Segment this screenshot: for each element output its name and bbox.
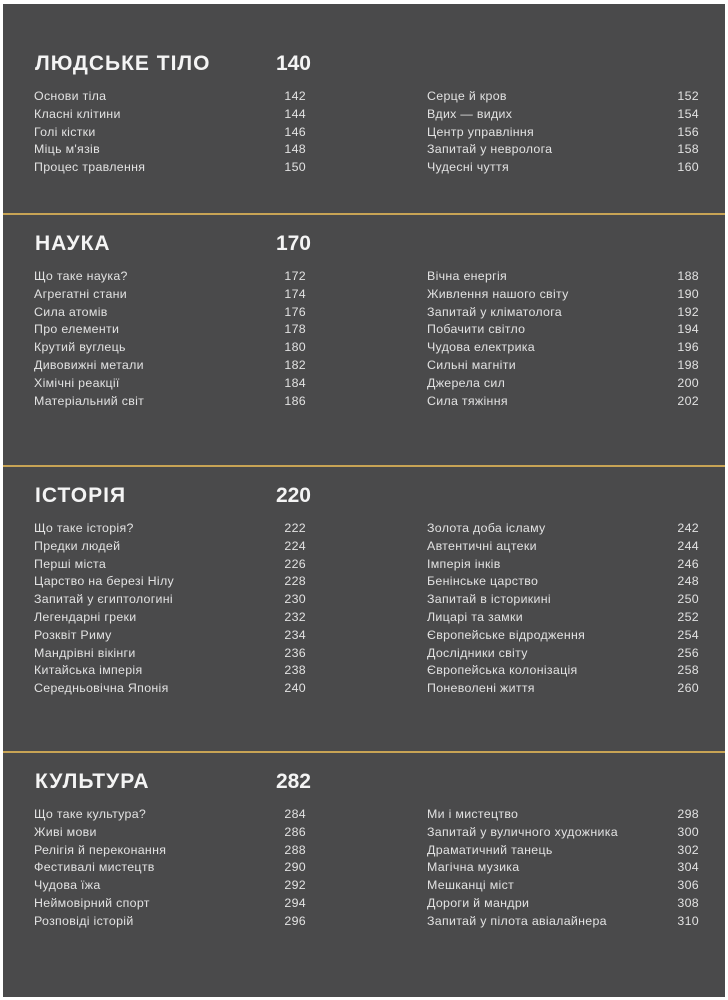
toc-entry[interactable] <box>427 357 699 375</box>
entry-title: Що таке історія? <box>34 521 134 535</box>
entry-title: Класні клітини <box>34 106 121 121</box>
toc-entry[interactable] <box>427 141 699 159</box>
entry-page: 148 <box>284 142 306 157</box>
entry-page: 288 <box>284 842 306 857</box>
toc-entry[interactable] <box>34 573 306 591</box>
entry-page: 184 <box>284 375 306 390</box>
entry-title: Побачити світло <box>427 322 526 337</box>
toc-entry[interactable] <box>427 895 699 913</box>
section-title: НАУКА <box>35 232 111 255</box>
section-title: КУЛЬТУРА <box>35 770 150 793</box>
entry-page: 290 <box>284 860 306 875</box>
toc-entry[interactable] <box>34 877 306 895</box>
toc-entry[interactable] <box>427 106 699 124</box>
entry-page: 174 <box>284 286 306 301</box>
entry-page: 144 <box>284 106 306 121</box>
toc-entry[interactable] <box>34 859 306 877</box>
entry-page: 302 <box>677 842 699 857</box>
entry-title: Запитай у невролога <box>427 142 553 157</box>
entries-right-column <box>427 806 699 931</box>
entry-page: 190 <box>677 286 699 301</box>
section-heading <box>35 232 325 262</box>
entry-title: Середньовічна Японія <box>34 681 169 696</box>
section-title: ЛЮДСЬКЕ ТІЛО <box>35 52 211 75</box>
entry-page: 236 <box>284 645 306 660</box>
entry-page: 226 <box>284 556 306 571</box>
entry-title: Лицарі та замки <box>427 609 523 624</box>
entry-title: Імперія інків <box>427 556 501 571</box>
gold-divider <box>3 213 725 215</box>
entry-page: 284 <box>284 807 306 821</box>
entry-title: Дослідники світу <box>427 645 528 660</box>
toc-entry[interactable] <box>34 357 306 375</box>
toc-entry[interactable] <box>34 304 306 322</box>
section-title: ІСТОРІЯ <box>35 484 127 507</box>
entry-page: 232 <box>284 609 306 624</box>
entry-page: 198 <box>677 357 699 372</box>
entry-page: 306 <box>677 878 699 893</box>
entry-page: 298 <box>677 807 699 821</box>
toc-entry[interactable] <box>34 339 306 357</box>
entry-page: 150 <box>284 160 306 175</box>
entries-left-column <box>34 268 306 410</box>
entry-page: 310 <box>677 913 699 928</box>
entry-title: Запитай у єгиптологині <box>34 592 173 607</box>
entry-title: Релігія й переконання <box>34 842 167 857</box>
entry-title: Про елементи <box>34 322 120 337</box>
entry-title: Запитай у пілота авіалайнера <box>427 913 607 928</box>
entry-page: 176 <box>284 304 306 319</box>
entry-title: Запитай в історикині <box>427 592 551 607</box>
section-heading <box>35 484 325 514</box>
entry-page: 234 <box>284 627 306 642</box>
entry-title: Агрегатні стани <box>34 286 128 301</box>
toc-entry[interactable] <box>34 124 306 142</box>
entry-page: 244 <box>677 538 699 553</box>
toc-entry[interactable] <box>427 286 699 304</box>
entry-title: Перші міста <box>34 556 107 571</box>
toc-entry[interactable] <box>427 824 699 842</box>
entry-page: 152 <box>677 89 699 103</box>
entries-left-column <box>34 806 306 931</box>
entry-page: 246 <box>677 556 699 571</box>
gold-divider <box>3 465 725 467</box>
toc-entry[interactable] <box>427 591 699 609</box>
toc-entry[interactable] <box>34 141 306 159</box>
entries-right-column <box>427 520 699 698</box>
entry-title: Міць м'язів <box>34 142 100 157</box>
toc-entry[interactable] <box>427 304 699 322</box>
entries-left-column <box>34 88 306 177</box>
entry-page: 242 <box>677 521 699 535</box>
toc-entry[interactable] <box>34 106 306 124</box>
entry-title: Джерела сил <box>427 375 506 390</box>
entry-title: Царство на березі Нілу <box>34 574 175 589</box>
toc-entry[interactable] <box>34 393 306 411</box>
entries-right-column <box>427 88 699 177</box>
entry-page: 142 <box>284 89 306 103</box>
entry-title: Чудесні чуття <box>427 160 510 175</box>
entry-title: Дивовижні метали <box>34 357 144 372</box>
toc-entry[interactable] <box>427 321 699 339</box>
entry-page: 194 <box>677 322 699 337</box>
section-page-number: 282 <box>275 770 311 793</box>
entry-title: Хімічні реакції <box>34 375 120 390</box>
toc-entry[interactable] <box>34 842 306 860</box>
entry-page: 180 <box>284 340 306 355</box>
table-of-contents-page <box>3 4 725 997</box>
entry-page: 228 <box>284 574 306 589</box>
toc-entry[interactable] <box>427 806 699 824</box>
toc-entry[interactable] <box>34 609 306 627</box>
entry-page: 240 <box>284 681 306 696</box>
entry-title: Розквіт Риму <box>34 627 112 642</box>
entry-page: 154 <box>677 106 699 121</box>
entry-page: 224 <box>284 538 306 553</box>
entry-title: Європейське відродження <box>427 627 586 642</box>
entry-title: Легендарні греки <box>34 609 137 624</box>
entry-page: 186 <box>284 393 306 408</box>
toc-entry[interactable] <box>427 573 699 591</box>
entry-title: Поневолені життя <box>427 681 535 696</box>
entry-page: 146 <box>284 124 306 139</box>
entry-page: 300 <box>677 824 699 839</box>
entry-page: 188 <box>677 269 699 283</box>
entry-title: Європейська колонізація <box>427 663 578 678</box>
entry-page: 156 <box>677 124 699 139</box>
toc-entry[interactable] <box>34 913 306 931</box>
entry-page: 200 <box>677 375 699 390</box>
toc-entry[interactable] <box>427 538 699 556</box>
toc-entry[interactable] <box>34 286 306 304</box>
toc-entry[interactable] <box>34 591 306 609</box>
entry-title: Голі кістки <box>34 124 96 139</box>
entry-page: 160 <box>677 160 699 175</box>
entry-title: Чудова електрика <box>427 340 535 355</box>
toc-entry[interactable] <box>427 877 699 895</box>
entry-title: Сильні магніти <box>427 357 516 372</box>
entry-page: 230 <box>284 592 306 607</box>
entry-page: 192 <box>677 304 699 319</box>
entry-page: 178 <box>284 322 306 337</box>
section-heading <box>35 52 325 82</box>
toc-entry[interactable] <box>34 806 306 824</box>
toc-entry[interactable] <box>34 627 306 645</box>
toc-entry[interactable] <box>427 913 699 931</box>
entry-page: 250 <box>677 592 699 607</box>
entry-title: Що таке наука? <box>34 269 128 283</box>
toc-entry[interactable] <box>34 88 306 106</box>
entry-title: Що таке культура? <box>34 807 147 821</box>
toc-entry[interactable] <box>34 268 306 286</box>
entry-page: 304 <box>677 860 699 875</box>
entry-page: 292 <box>284 878 306 893</box>
entries-right-column <box>427 268 699 410</box>
toc-entry[interactable] <box>427 124 699 142</box>
entry-title: Золота доба ісламу <box>427 521 546 535</box>
entry-title: Драматичний танець <box>427 842 553 857</box>
entry-title: Процес травлення <box>34 160 146 175</box>
entry-page: 296 <box>284 913 306 928</box>
entry-page: 256 <box>677 645 699 660</box>
entry-title: Бенінське царство <box>427 574 539 589</box>
entry-page: 258 <box>677 663 699 678</box>
entry-title: Живлення нашого світу <box>427 286 569 301</box>
entry-title: Серце й кров <box>427 89 507 103</box>
entry-page: 196 <box>677 340 699 355</box>
toc-entry[interactable] <box>427 159 699 177</box>
entry-page: 294 <box>284 895 306 910</box>
entry-page: 252 <box>677 609 699 624</box>
entry-title: Крутий вуглець <box>34 340 126 355</box>
entry-title: Центр управління <box>427 124 535 139</box>
entry-title: Чудова їжа <box>34 878 101 893</box>
gold-divider <box>3 751 725 753</box>
entry-title: Фестивалі мистецтв <box>34 860 155 875</box>
toc-entry[interactable] <box>427 627 699 645</box>
entry-page: 182 <box>284 357 306 372</box>
section-page-number: 170 <box>275 232 311 255</box>
entry-page: 248 <box>677 574 699 589</box>
entry-title: Китайська імперія <box>34 663 143 678</box>
entry-title: Запитай у кліматолога <box>427 304 562 319</box>
entries-left-column <box>34 520 306 698</box>
section-page-number: 220 <box>275 484 311 507</box>
entry-page: 202 <box>677 393 699 408</box>
toc-entry[interactable] <box>427 609 699 627</box>
entry-title: Предки людей <box>34 538 121 553</box>
section-page-number: 140 <box>275 52 311 75</box>
entry-title: Автентичні ацтеки <box>427 538 537 553</box>
toc-entry[interactable] <box>427 662 699 680</box>
entry-title: Ми і мистецтво <box>427 807 519 821</box>
entry-page: 260 <box>677 681 699 696</box>
toc-entry[interactable] <box>34 895 306 913</box>
entry-page: 158 <box>677 142 699 157</box>
toc-entry[interactable] <box>427 680 699 698</box>
toc-entry[interactable] <box>34 662 306 680</box>
toc-entry[interactable] <box>427 556 699 574</box>
entry-page: 238 <box>284 663 306 678</box>
entry-title: Сила атомів <box>34 304 108 319</box>
entry-title: Розповіді історій <box>34 913 134 928</box>
entry-title: Магічна музика <box>427 860 520 875</box>
toc-entry[interactable] <box>427 375 699 393</box>
entry-page: 308 <box>677 895 699 910</box>
toc-entry[interactable] <box>427 268 699 286</box>
toc-entry[interactable] <box>34 538 306 556</box>
toc-entry[interactable] <box>34 375 306 393</box>
toc-entry[interactable] <box>427 645 699 663</box>
toc-entry[interactable] <box>34 556 306 574</box>
toc-entry[interactable] <box>427 859 699 877</box>
toc-entry[interactable] <box>427 842 699 860</box>
entry-title: Мандрівні вікінги <box>34 645 136 660</box>
entry-title: Живі мови <box>34 824 97 839</box>
toc-entry[interactable] <box>34 520 306 538</box>
entry-page: 286 <box>284 824 306 839</box>
entry-title: Вдих — видих <box>427 106 513 121</box>
section-heading <box>35 770 325 800</box>
entry-title: Мешканці міст <box>427 878 515 893</box>
toc-entry[interactable] <box>427 393 699 411</box>
toc-entry[interactable] <box>34 824 306 842</box>
entry-title: Дороги й мандри <box>427 895 530 910</box>
toc-entry[interactable] <box>34 321 306 339</box>
entry-title: Вічна енергія <box>427 269 508 283</box>
entry-page: 222 <box>284 521 306 535</box>
entry-title: Запитай у вуличного художника <box>427 824 618 839</box>
toc-entry[interactable] <box>34 159 306 177</box>
entry-title: Матеріальний світ <box>34 393 145 408</box>
toc-entry[interactable] <box>427 88 699 106</box>
entry-title: Сила тяжіння <box>427 393 508 408</box>
entry-title: Основи тіла <box>34 89 107 103</box>
entry-page: 172 <box>284 269 306 283</box>
toc-entry[interactable] <box>34 680 306 698</box>
toc-entry[interactable] <box>34 645 306 663</box>
entry-title: Неймовірний спорт <box>34 895 150 910</box>
toc-entry[interactable] <box>427 339 699 357</box>
toc-entry[interactable] <box>427 520 699 538</box>
entry-page: 254 <box>677 627 699 642</box>
